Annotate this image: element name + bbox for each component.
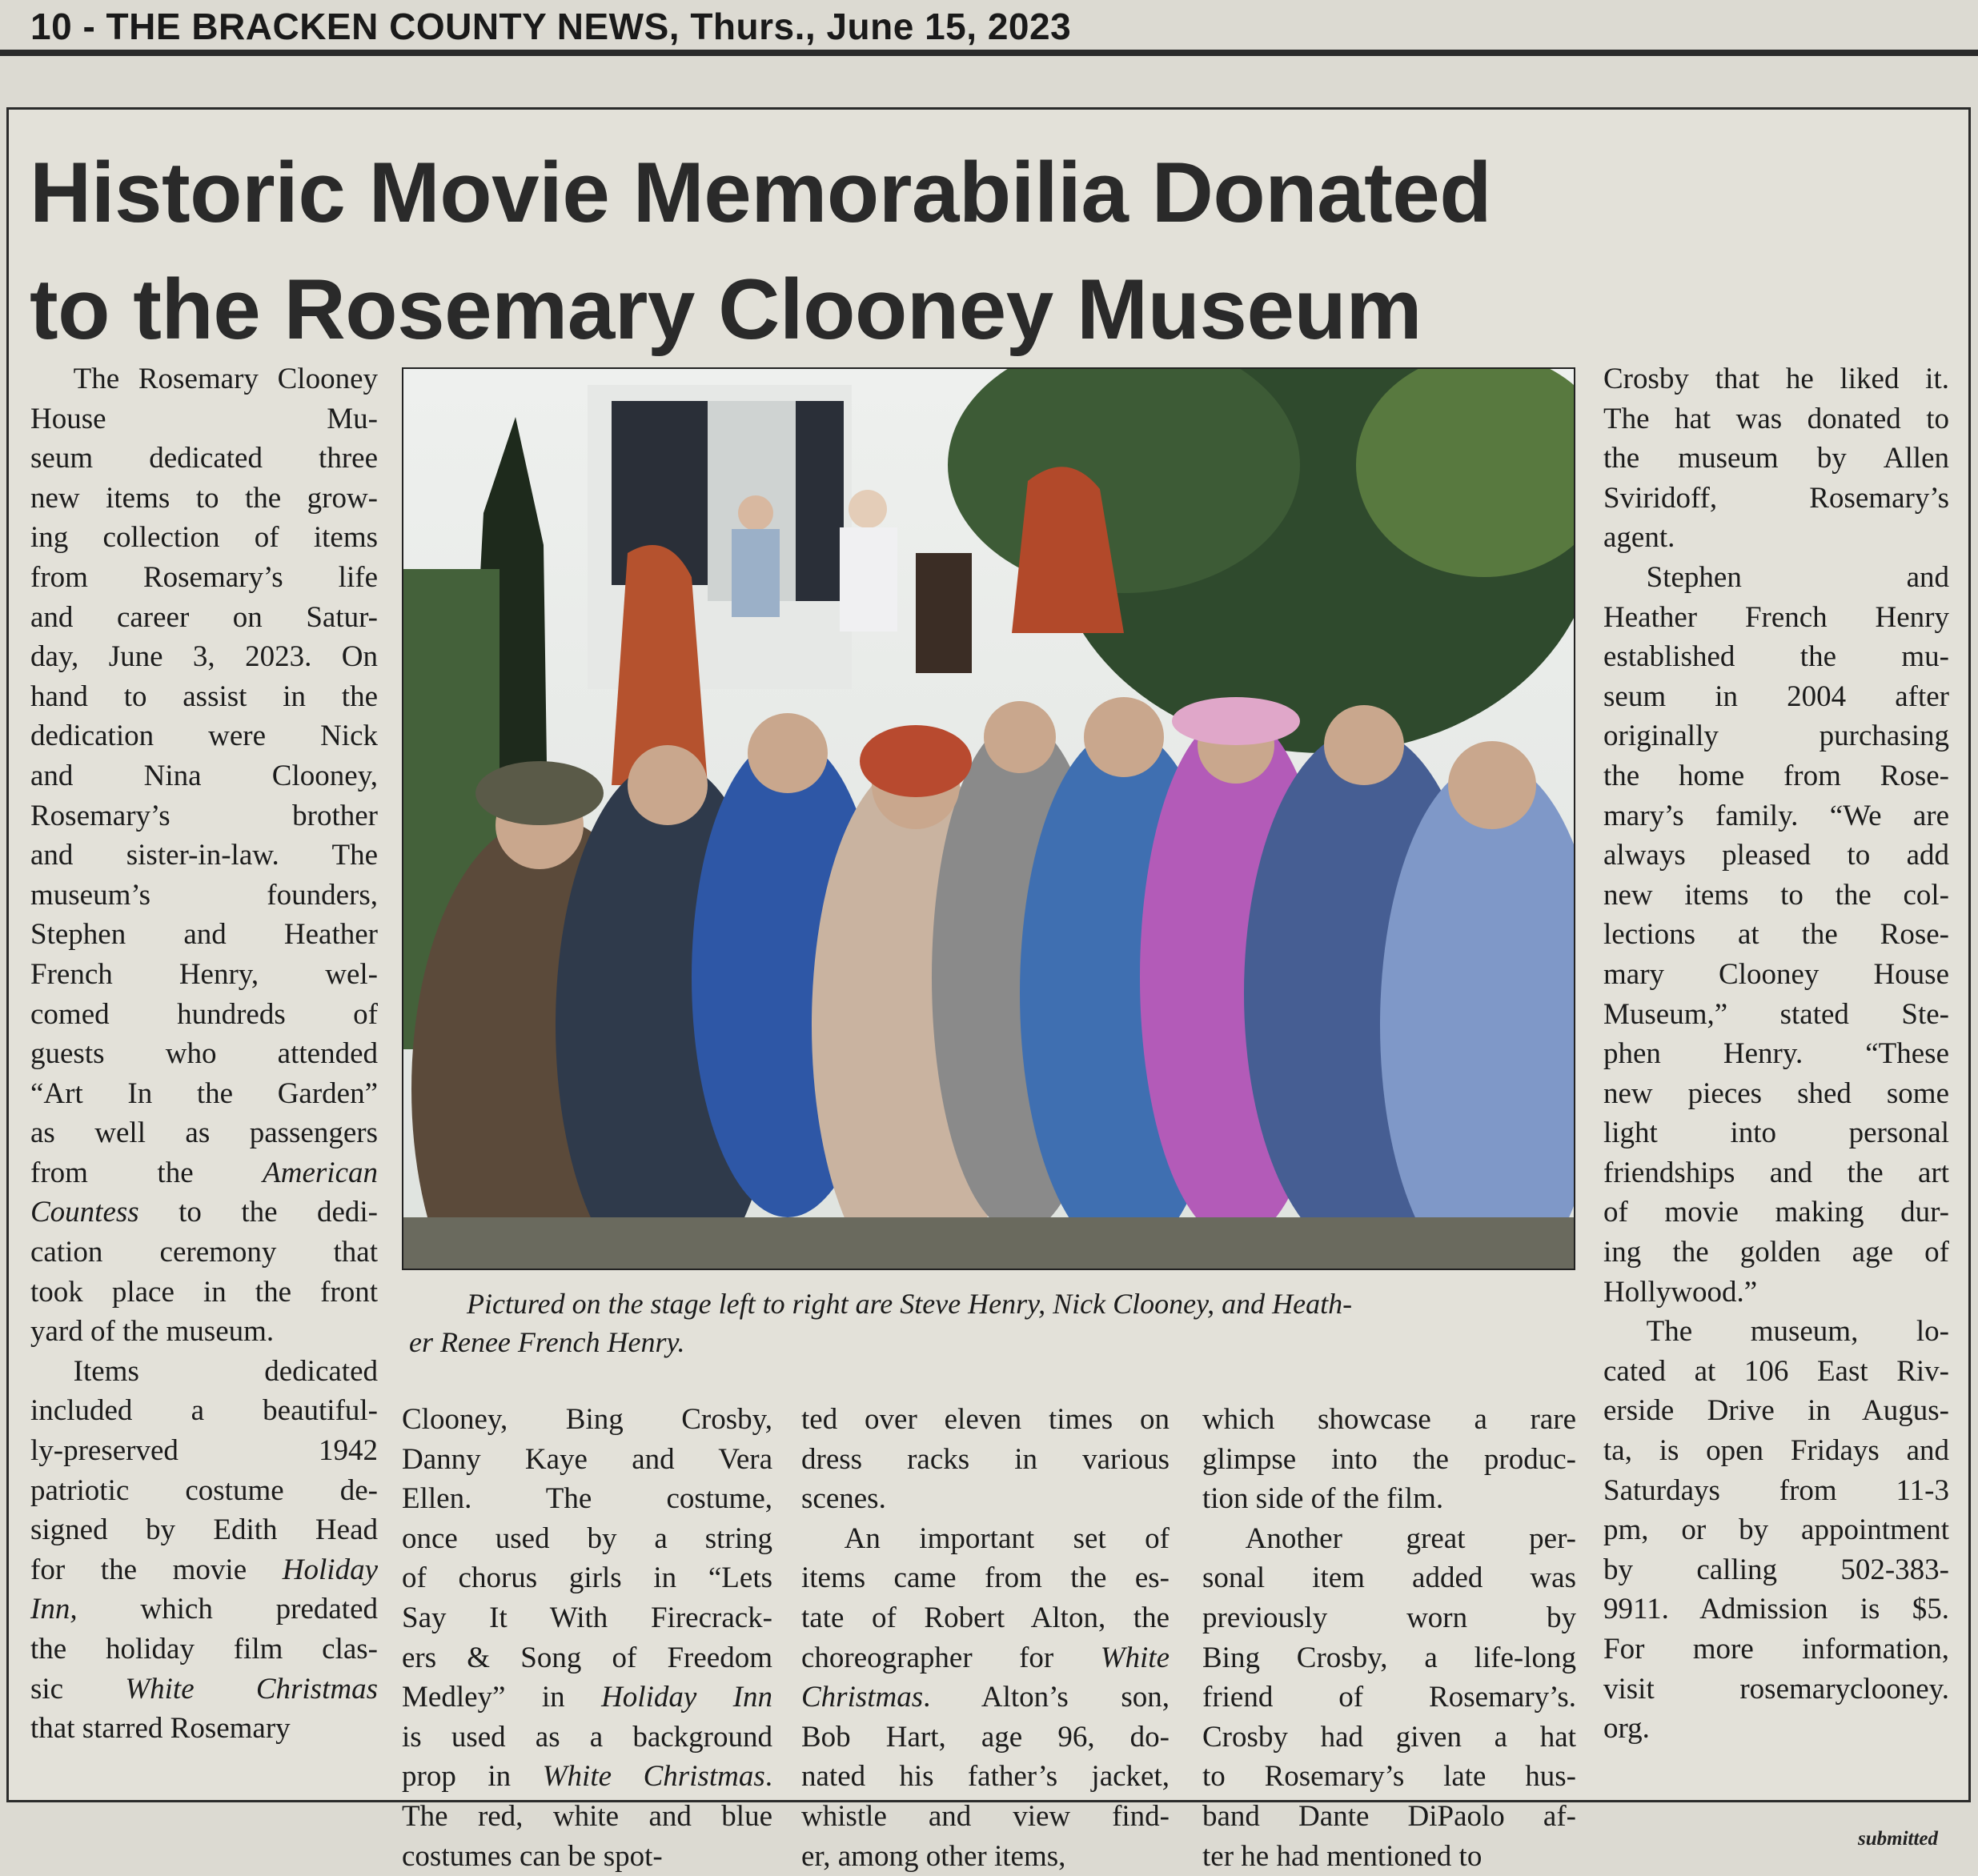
text-line: and sister-in-law. The xyxy=(30,839,378,872)
text-line: phen Henry. “These xyxy=(1603,1037,1949,1071)
text-line: took place in the front xyxy=(30,1275,378,1309)
text-line: Countess to the dedi- xyxy=(30,1196,378,1229)
text-line: day, June 3, 2023. On xyxy=(30,640,378,674)
text-line: nated his father’s jacket, xyxy=(801,1760,1170,1794)
text-line: tion side of the film. xyxy=(1202,1482,1444,1516)
text-line: previously worn by xyxy=(1202,1601,1576,1634)
text-line: French Henry, wel- xyxy=(30,957,378,991)
text-line: friendships and the art xyxy=(1603,1156,1949,1189)
text-line: Items dedicated xyxy=(73,1354,378,1388)
text-line: Medley” in Holiday Inn xyxy=(402,1681,772,1714)
text-line: ing the golden age of xyxy=(1603,1236,1949,1269)
text-line: seum in 2004 after xyxy=(1603,679,1949,713)
text-line: visit rosemaryclooney. xyxy=(1603,1672,1949,1706)
text-line: An important set of xyxy=(844,1521,1170,1555)
text-line: er, among other items, xyxy=(801,1839,1066,1873)
text-column-5 xyxy=(1603,359,1949,1749)
text-line: Say It With Firecrack- xyxy=(402,1601,772,1634)
text-line: always pleased to add xyxy=(1603,839,1949,872)
paragraph xyxy=(1202,1400,1576,1519)
text-line: Another great per- xyxy=(1245,1521,1576,1555)
text-line: for the movie Holiday xyxy=(30,1553,378,1586)
caption-line-2: er Renee French Henry. xyxy=(409,1326,685,1358)
text-line: org. xyxy=(1603,1712,1650,1746)
text-line: cation ceremony that xyxy=(30,1236,378,1269)
masthead-rule xyxy=(0,50,1978,56)
text-line: ted over eleven times on xyxy=(801,1403,1170,1436)
text-line: is used as a background xyxy=(402,1720,772,1754)
text-line: items came from the es- xyxy=(801,1561,1170,1595)
text-line: ers & Song of Freedom xyxy=(402,1641,772,1674)
paragraph xyxy=(1202,1519,1576,1876)
text-line: glimpse into the produc- xyxy=(1202,1442,1576,1476)
paragraph xyxy=(30,1352,378,1749)
text-line: band Dante DiPaolo af- xyxy=(1202,1799,1576,1833)
text-line: For more information, xyxy=(1603,1633,1949,1666)
submitted-credit: submitted xyxy=(1857,1828,1938,1850)
paragraph xyxy=(402,1400,772,1876)
text-line: ing collection of items xyxy=(30,521,378,555)
text-line: new pieces shed some xyxy=(1603,1076,1949,1110)
paragraph xyxy=(1603,1312,1949,1749)
paragraph xyxy=(801,1519,1170,1876)
text-line: Stephen and xyxy=(1646,560,1949,594)
text-line: agent. xyxy=(1603,521,1675,555)
text-line: signed by Edith Head xyxy=(30,1513,378,1547)
text-line: which showcase a rare xyxy=(1202,1403,1576,1436)
text-line: included a beautiful- xyxy=(30,1394,378,1428)
photo-image xyxy=(403,369,1574,1269)
text-line: and career on Satur- xyxy=(30,600,378,634)
caption-line-1: Pictured on the stage left to right are Steve Henry, Nick Clooney, and Heath- xyxy=(467,1288,1353,1320)
text-line: from the American xyxy=(30,1156,378,1189)
text-line: mary Clooney House xyxy=(1603,957,1949,991)
event-photo xyxy=(402,367,1575,1270)
text-line: dedication were Nick xyxy=(30,720,378,753)
text-line: choreographer for White xyxy=(801,1641,1170,1674)
text-line: sic White Christmas xyxy=(30,1672,378,1706)
text-line: friend of Rosemary’s. xyxy=(1202,1681,1576,1714)
text-line: by calling 502-383- xyxy=(1603,1553,1949,1586)
text-column-4 xyxy=(1202,1400,1576,1876)
text-line: pm, or by appointment xyxy=(1603,1513,1949,1547)
text-line: yard of the museum. xyxy=(30,1315,275,1349)
text-line: ter he had mentioned to xyxy=(1202,1839,1482,1873)
headline-line-1: Historic Movie Memorabilia Donated xyxy=(30,144,1492,240)
text-line: that starred Rosemary xyxy=(30,1712,291,1746)
text-line: ly-preserved 1942 xyxy=(30,1434,378,1468)
text-line: new items to the col- xyxy=(1603,878,1949,912)
text-line: tate of Robert Alton, the xyxy=(801,1601,1170,1634)
text-line: whistle and view find- xyxy=(801,1799,1170,1833)
text-line: of chorus girls in “Lets xyxy=(402,1561,772,1595)
text-line: Stephen and Heather xyxy=(30,918,378,952)
text-line: erside Drive in Augus- xyxy=(1603,1394,1949,1428)
text-line: Bing Crosby, a life-long xyxy=(1202,1641,1576,1674)
text-line: sonal item added was xyxy=(1202,1561,1576,1595)
text-line: as well as passengers xyxy=(30,1116,378,1150)
text-line: from Rosemary’s life xyxy=(30,560,378,594)
text-line: comed hundreds of xyxy=(30,997,378,1031)
text-line: seum dedicated three xyxy=(30,442,378,475)
article-box xyxy=(6,107,1971,1873)
paragraph xyxy=(30,359,378,1352)
text-line: Clooney, Bing Crosby, xyxy=(402,1403,772,1436)
text-line: The museum, lo- xyxy=(1646,1315,1949,1349)
text-line: Crosby that he liked it. xyxy=(1603,363,1949,395)
text-column-2 xyxy=(402,1400,772,1876)
text-line: to Rosemary’s late hus- xyxy=(1202,1760,1576,1794)
paragraph xyxy=(801,1400,1170,1519)
text-line: 9911. Admission is $5. xyxy=(1603,1593,1949,1626)
text-line: mary’s family. “We are xyxy=(1603,799,1949,832)
paragraph xyxy=(1603,359,1949,558)
text-line: ta, is open Fridays and xyxy=(1603,1434,1949,1468)
text-line: museum’s founders, xyxy=(30,878,378,912)
text-column-3 xyxy=(801,1400,1170,1876)
text-line: Sviridoff, Rosemary’s xyxy=(1603,481,1949,515)
text-line: prop in White Christmas. xyxy=(402,1760,772,1794)
text-line: costumes can be spot- xyxy=(402,1839,663,1873)
text-line: light into personal xyxy=(1603,1116,1949,1150)
text-line: Museum,” stated Ste- xyxy=(1603,997,1949,1031)
headline xyxy=(30,134,1791,367)
masthead-text: 10 - THE BRACKEN COUNTY NEWS, Thurs., June 15, 2023 xyxy=(30,6,1072,47)
text-column-1 xyxy=(30,359,378,1749)
text-line: Inn, which predated xyxy=(30,1593,378,1626)
photo-caption xyxy=(409,1285,1578,1361)
text-line: The hat was donated to xyxy=(1603,402,1949,435)
text-line: Christmas. Alton’s son, xyxy=(801,1681,1170,1714)
text-line: The red, white and blue xyxy=(402,1799,772,1833)
text-line: established the mu- xyxy=(1603,640,1949,674)
text-line: Saturdays from 11-3 xyxy=(1603,1473,1949,1507)
text-line: Heather French Henry xyxy=(1603,600,1949,634)
text-line: the holiday film clas- xyxy=(30,1633,378,1666)
text-line: Hollywood.” xyxy=(1603,1275,1758,1309)
masthead xyxy=(0,0,1978,51)
headline-line-2: to the Rosemary Clooney Museum xyxy=(30,261,1422,357)
text-line: cated at 106 East Riv- xyxy=(1603,1354,1949,1388)
text-line: “Art In the Garden” xyxy=(30,1076,378,1110)
paragraph xyxy=(1603,558,1949,1312)
text-line: hand to assist in the xyxy=(30,679,378,713)
text-line: of movie making dur- xyxy=(1603,1196,1949,1229)
text-line: The Rosemary Clooney House Mu- xyxy=(30,363,378,435)
text-line: lections at the Rose- xyxy=(1603,918,1949,952)
text-line: the museum by Allen xyxy=(1603,442,1949,475)
text-line: dress racks in various xyxy=(801,1442,1170,1476)
text-line: guests who attended xyxy=(30,1037,378,1071)
text-line: Crosby had given a hat xyxy=(1202,1720,1576,1754)
text-line: originally purchasing xyxy=(1603,720,1949,753)
text-line: scenes. xyxy=(801,1482,886,1516)
text-line: new items to the grow- xyxy=(30,481,378,515)
text-line: Ellen. The costume, xyxy=(402,1482,772,1516)
text-line: the home from Rose- xyxy=(1603,759,1949,792)
text-line: and Nina Clooney, xyxy=(30,759,378,792)
text-line: Rosemary’s brother xyxy=(30,799,378,832)
text-line: once used by a string xyxy=(402,1521,772,1555)
text-line: patriotic costume de- xyxy=(30,1473,378,1507)
text-line: Bob Hart, age 96, do- xyxy=(801,1720,1170,1754)
text-line: Danny Kaye and Vera xyxy=(402,1442,772,1476)
